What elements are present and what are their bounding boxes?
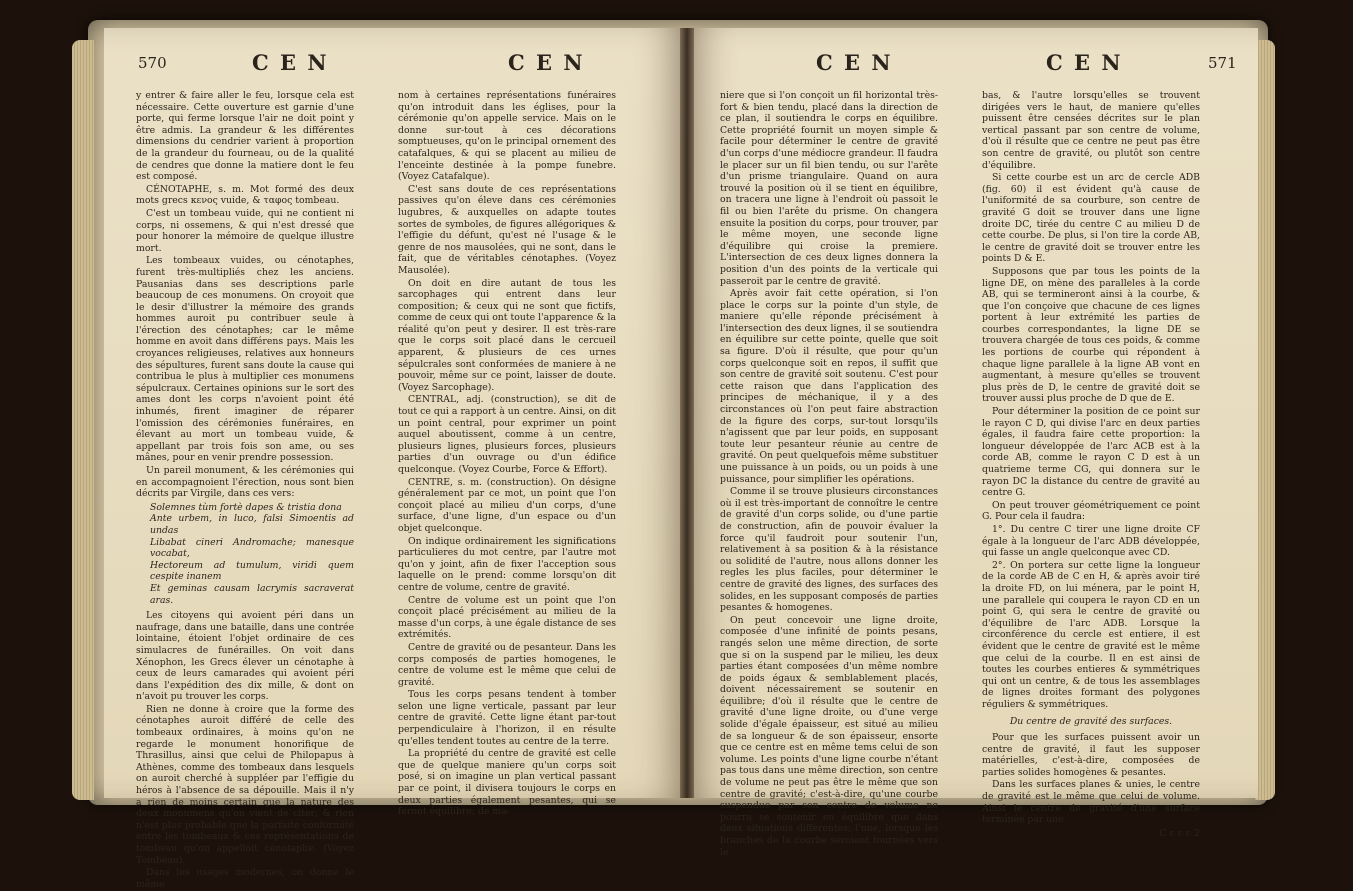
paragraph: Les citoyens qui avoient péri dans un naufrage, dans une bataille, dans une contrée lointaine, étoient l'objet ordinaire de ces simulacres de funérailles. On voit dans Xénophon, les Grecs élever un cénotaphe à ceux de leurs camarades qui avoient péri dans l'expédition des dix mille, & dont on n'avoit pu trouver les corps. <box>136 610 354 703</box>
paragraph: 2°. On portera sur cette ligne la longueur de la corde AB de C en H, & après avoir tiré la droite FD, on lui ménera, par le point H, une parallele qui coupera le rayon CD en un point G, qui sera le centre de gravité ou d'équilibre de l'arc ADB. Lorsque la circonférence du cercle est entiere, il est évident que le centre de gravité est le même que celui de la courbe. Il en est ainsi de toutes les courbes entieres & symmétriques qui ont un centre, & de tous les assemblages de lignes droites formant des polygones réguliers & symmétriques. <box>982 559 1200 710</box>
paragraph: Supposons que par tous les points de la ligne DE, on mène des paralleles à la corde AB, qui se termineront ainsi à la courbe, & que l'on conçoive que chacune de ces lignes portent à leur extrémité les parties de courbes correspondantes, la ligne DE se trouvera chargée de tous ces poids, & comme les portions de courbe qui répondent à chaque ligne parallele à la ligne AB vont en augmentant, à mesure qu'elles se trouvent plus près de D, le centre de gravité doit se trouver aussi plus proche de D que de E. <box>982 265 1200 405</box>
running-head: C E N <box>1046 50 1123 75</box>
paragraph: 1°. Du centre C tirer une ligne droite CF égale à la longueur de l'arc ADB développée, qui fasse un angle quelconque avec CD. <box>982 523 1200 559</box>
paragraph: Centre de gravité ou de pesanteur. Dans les corps composés de parties homogenes, le centre de volume est le même que celui de gravité. <box>398 641 616 688</box>
paragraph: Pour que les surfaces puissent avoir un centre de gravité, il faut les supposer matérielles, c'est-à-dire, composées de parties solides homogènes & pesantes. <box>982 732 1200 778</box>
signature-mark: C c c c 2 <box>1159 827 1200 839</box>
page-edges-left <box>72 40 94 800</box>
paragraph: CENTRE, s. m. (construction). On désigne généralement par ce mot, un point que l'on conçoit placé au milieu d'un corps, d'une surface, d'une ligne, d'un espace ou d'un objet quelconque. <box>398 476 616 534</box>
right-column-1 <box>720 90 938 859</box>
paragraph: niere que si l'on conçoit un fil horizontal très-fort & bien tendu, placé dans la direction de ce plan, il soutiendra le corps en équilibre. Cette propriété fournit un moyen simple & facile pour déterminer le centre de gravité d'un corps d'une médiocre grandeur. Il faudra le placer sur un fil bien tendu, ou sur l'arête d'un prisme triangulaire. Quand on aura trouvé la position où il se tient en équilibre, on tracera une ligne à l'endroit où passoit le fil ou bien l'arête du prisme. On changera ensuite la position du corps, pour trouver, par le même moyen, une seconde ligne d'équilibre qui croise la premiere. L'intersection de ces deux lignes donnera la position d'un des points de la verticale qui passeroit par le centre de gravité. <box>720 90 938 287</box>
paragraph: On peut trouver géométriquement ce point G. Pour cela il faudra: <box>982 499 1200 523</box>
paragraph: CENTRAL, adj. (construction), se dit de tout ce qui a rapport à un centre. Ainsi, on dit un point central, pour exprimer un point auquel aboutissent, comme à un centre, plusieurs lignes, plusieurs forces, plusieurs parties d'un ouvrage ou d'un édifice quelconque. (Voyez Courbe, Force & Effort). <box>398 394 616 475</box>
paragraph: Tous les corps pesans tendent à tomber selon une ligne verticale, passant par leur centre de gravité. Cette ligne étant par-tout perpendiculaire à l'horizon, il en résulte qu'elles tendent toutes au centre de la terre. <box>398 689 616 747</box>
section-subheading: Du centre de gravité des surfaces. <box>1009 716 1173 728</box>
left-page <box>104 28 686 890</box>
paragraph: CÉNOTAPHE, s. m. Mot formé des deux mots grecs κενος vuide, & ταφος tombeau. <box>136 183 354 207</box>
paragraph: bas, & l'autre lorsqu'elles se trouvent dirigées vers le haut, de maniere qu'elles puissent être censées décrites sur le plan vertical passant par son centre de volume, d'où il résulte que ce centre ne peut pas être son centre de gravité, ou plutôt son centre d'équilibre. <box>982 90 1200 171</box>
running-head: C E N <box>508 50 585 75</box>
book-gutter <box>680 28 694 798</box>
paragraph: Si cette courbe est un arc de cercle ADB (fig. 60) il est évident qu'à cause de l'uniformité de sa courbure, son centre de gravité G doit se trouver dans une ligne droite DC, tirée du centre C au milieu D de cette courbe. De plus, si l'on tire la corde AB, le centre de gravité doit se trouver entre les points D & E. <box>982 172 1200 265</box>
page-edges-right <box>1255 40 1275 800</box>
left-column-2 <box>398 90 616 819</box>
paragraph: y entrer & faire aller le feu, lorsque cela est nécessaire. Cette ouverture est garnie d'une porte, qui ferme lorsque l'air ne doit point y être admis. La grandeur & les différentes dimensions du cendrier varient à proportion de la grandeur du fourneau, ou de la qualité de cendres que donne la matiere dont le feu est composé. <box>136 90 354 183</box>
paragraph: On doit en dire autant de tous les sarcophages qui entrent dans leur composition; & ceux qui ne sont que fictifs, comme de ceux qui ont toute l'apparence & la réalité qu'on peut y desirer. Il est très-rare que le corps soit placé dans le cercueil apparent, & plusieurs de ces urnes sépulcrales sont conformées de maniere à ne pouvoir, même sur ce point, laisser de doute. (Voyez Sarcophage). <box>398 277 616 393</box>
paragraph: Un pareil monument, & les cérémonies qui en accompagnoient l'érection, nous sont bien décrits par Virgile, dans ces vers: <box>136 465 354 500</box>
verse-line: Hectoreum ad tumulum, viridi quem cespite inanem <box>150 559 354 583</box>
verse-quote <box>136 502 354 606</box>
paragraph: Dans les surfaces planes & unies, le centre de gravité est le même que celui de volume. Ainsi le centre de gravité d'une surface terminée par une <box>982 779 1200 826</box>
paragraph: C'est sans doute de ces représentations passives qu'on éleve dans ces cérémonies lugubres, & auxquelles on adapte toutes sortes de symboles, de figures allégoriques & l'effigie du défunt, qu'est né l'usage & le genre de nos mausolées, qui ne sont, dans le fait, que de véritables cénotaphes. (Voyez Mausolée). <box>398 183 616 276</box>
paragraph: Dans les usages modernes, on donne le même <box>136 867 354 890</box>
verse-line: Libabat cineri Andromache; manesque vocabat, <box>150 536 354 560</box>
verse-line: Solemnes tùm fortè dapes & tristia dona <box>150 501 342 513</box>
paragraph: Pour déterminer la position de ce point sur le rayon C D, qui divise l'arc en deux parties égales, il faudra faire cette proportion: la longueur développée de l'arc ACB est à la corde AB, comme le rayon C D est à un quatrieme terme CG, qui donnera sur le rayon DC la distance du centre de gravité au centre G. <box>982 406 1200 499</box>
paragraph: Comme il se trouve plusieurs circonstances où il est très-important de connoître le centre de gravité d'un corps solide, ou d'une partie de construction, afin de pouvoir évaluer la force qu'il faudroit pour soutenir l'un, relativement à sa position & à la résistance ou solidité de l'autre, nous allons donner les regles les plus faciles, pour déterminer le centre de gravité des lignes, des surfaces des solides, en les supposant composés de parties pesantes & homogenes. <box>720 486 938 614</box>
left-column-1 <box>136 90 354 891</box>
page-number: 571 <box>1208 54 1237 72</box>
right-column-2 <box>982 90 1200 839</box>
paragraph: Centre de volume est un point que l'on conçoit placé précisément au milieu de la masse d'un corps, à une égale distance de ses extrémités. <box>398 594 616 641</box>
paragraph: Les tombeaux vuides, ou cénotaphes, furent très-multipliés chez les anciens. Pausanias dans ses descriptions parle beaucoup de ces monumens. On croyoit que le desir d'illustrer la mémoire des grands hommes auroit pu contribuer seule à l'érection des cénotaphes; car le même homme en avoit dans différens pays. Mais les croyances religieuses, relatives aux honneurs des sépultures, furent sans doute la cause qui contribua le plus à multiplier ces monumens sépulcraux. Certaines opinions sur le sort des ames dont les corps n'avoient point été inhumés, firent imaginer de réparer l'omission des cérémonies funéraires, en élevant au mort un tombeau vuide, & appellant par trois fois son ame, ou ses mânes, pour en venir prendre possession. <box>136 255 354 464</box>
running-head: C E N <box>252 50 329 75</box>
paragraph: Rien ne donne à croire que la forme des cénotaphes auroit différé de celle des tombeaux ordinaires, à moins qu'on ne regarde le monument honorifique de Thrasillus, ainsi que celui de Philopapus à Athènes, comme des tombeaux dans lesquels on auroit cherché à suppléer par l'effigie du héros à l'absence de sa dépouille. Mais il n'y a rien de moins certain que la nature des deux monumens qu'on vient de citer; & rien n'est plus probable que la parfaite conformité entre les tombeaux & ces représentations de tombeau qu'on appelloit cénotaphe. (Voyez Tombeau). <box>136 703 354 866</box>
verse-line: Et geminas causam lacrymis sacraverat aras. <box>150 582 354 606</box>
paragraph: On peut concevoir une ligne droite, composée d'une infinité de points pesans, rangés selon une même direction, de sorte que si on la suspend par le milieu, les deux parties étant composées d'un même nombre de poids égaux & semblablement placés, doivent nécessairement se soutenir en équilibre; d'où il résulte que le centre de gravité d'une ligne droite, ou d'une verge solide d'égale épaisseur, est situé au milieu de sa longueur & de son épaisseur, ensorte que ce centre est en même tems celui de son volume. Les points d'une ligne courbe n'étant pas tous dans une même direction, son centre de volume ne peut pas être le même que son centre de gravité; c'est-à-dire, qu'une courbe suspendue par son centre de volume ne pourra se soutenir en équilibre que dans deux situations différentes; l'une, lorsque les branches de la courbe seroient tournées vers le <box>720 614 938 858</box>
paragraph: La propriété du centre de gravité est celle que de quelque maniere qu'un corps soit posé, si on imagine un plan vertical passant par ce point, il divisera toujours le corps en deux parties également pesantes, qui se feront équilibre; de ma- <box>398 748 616 818</box>
running-head: C E N <box>816 50 893 75</box>
verse-line: Ante urbem, in luco, falsi Simoentis ad undas <box>150 513 354 536</box>
page-number: 570 <box>138 54 167 72</box>
paragraph: On indique ordinairement les significations particulieres du mot centre, par l'autre mot qu'on y joint, afin de fixer l'acception sous laquelle on le prend: comme lorsqu'on dit centre de volume, centre de gravité. <box>398 535 616 593</box>
paragraph: nom à certaines représentations funéraires qu'on introduit dans les églises, pour la cérémonie qu'on appelle service. Mais on le donne sur-tout à ces décorations somptueuses, qu'on le principal ornement des catafalques, & qui se placent au milieu de l'enceinte destinée à la pompe funebre. (Voyez Catafalque). <box>398 90 616 183</box>
paragraph: Après avoir fait cette opération, si l'on place le corps sur la pointe d'un style, de maniere qu'elle réponde précisément à l'intersection des deux lignes, il se soutiendra en équilibre sur cette pointe, quelle que soit sa figure. D'où il résulte, que pour qu'un corps quelconque soit en repos, il suffit que son centre de gravité soit soutenu. C'est pour cette raison que dans l'application des principes de méchanique, il y a des circonstances où l'on peut faire abstraction de la figure des corps, sur-tout lorsqu'ils n'agissent que par leur poids, en supposant toute leur pesanteur réunie au centre de gravité. On peut quelquefois même substituer une puissance à un poids, ou un poids à une puissance, pour simplifier les opérations. <box>720 288 938 485</box>
right-page <box>686 28 1258 858</box>
paragraph: C'est un tombeau vuide, qui ne contient ni corps, ni ossemens, & qui n'est dressé que pour honorer la mémoire de quelque illustre mort. <box>136 207 354 254</box>
